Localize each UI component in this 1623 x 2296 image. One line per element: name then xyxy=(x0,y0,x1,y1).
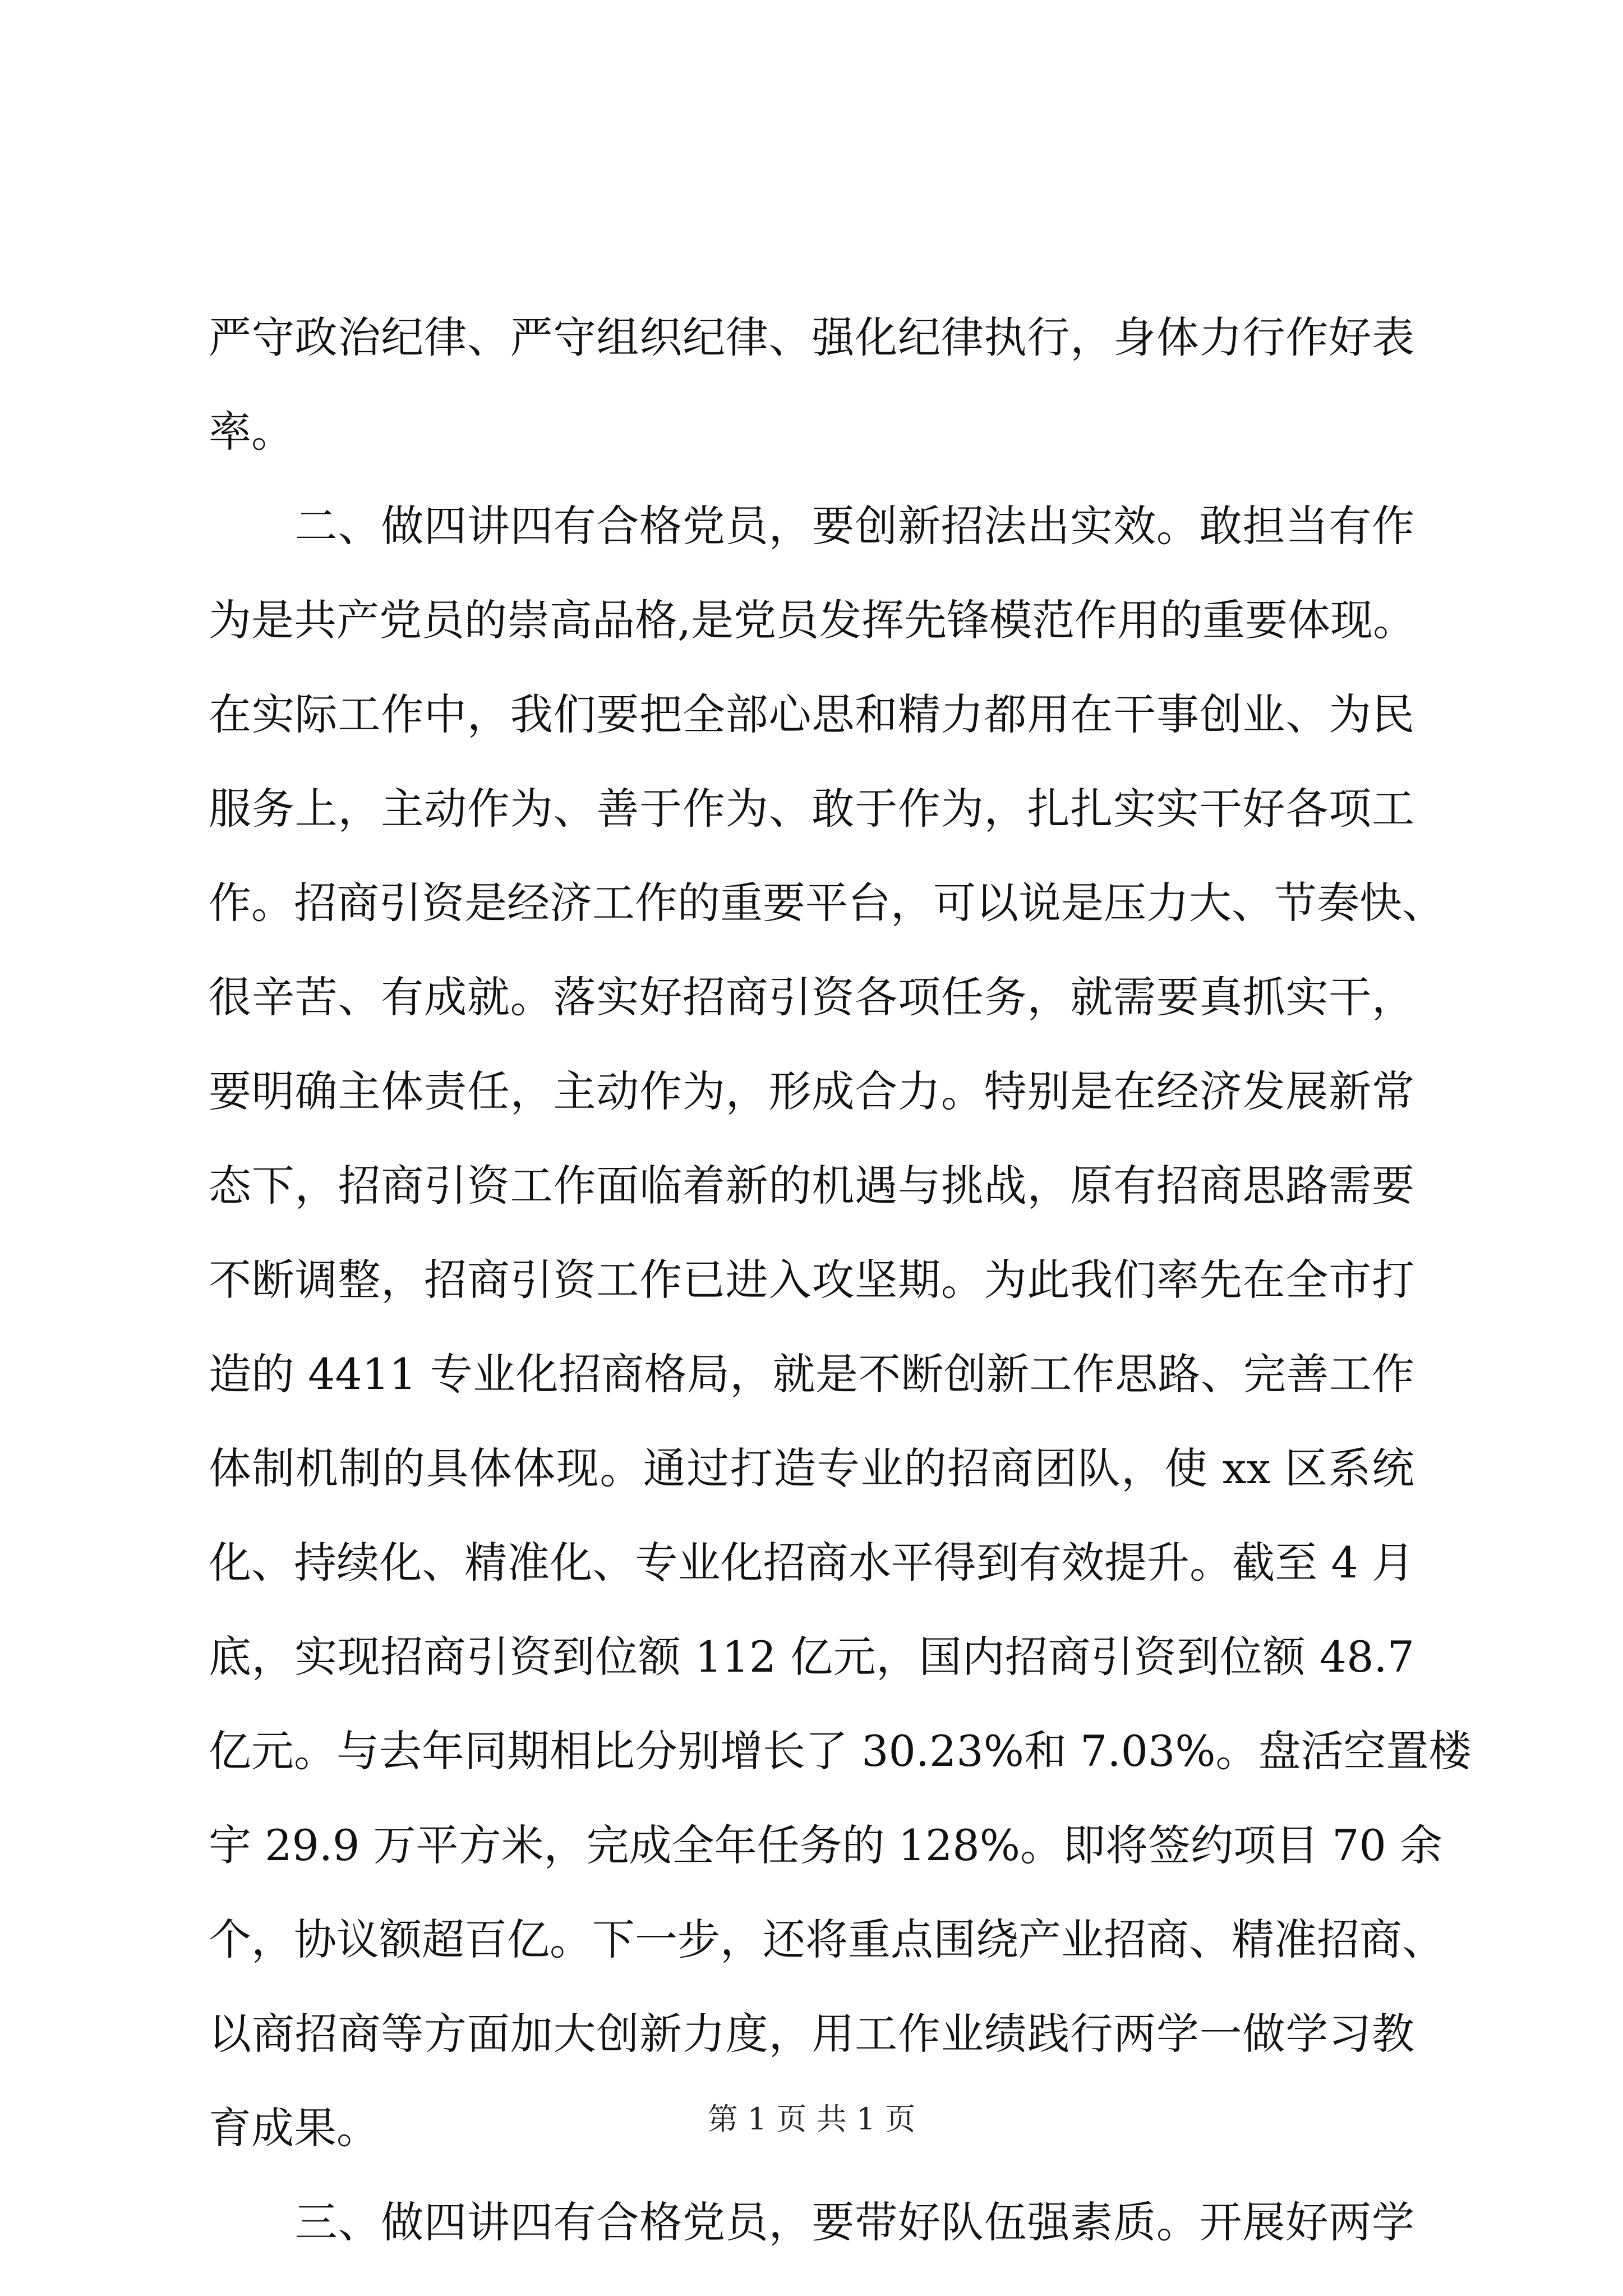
text-line: 要明确主体责任，主动作为，形成合力。特别是在经济发展新常 xyxy=(209,1066,1414,1116)
text-line: 很辛苦、有成就。落实好招商引资各项任务，就需要真抓实干， xyxy=(209,972,1414,1022)
text-line: 服务上，主动作为、善于作为、敢于作为，扎扎实实干好各项工 xyxy=(209,784,1414,834)
text-line: 不断调整，招商引资工作已进入攻坚期。为此我们率先在全市打 xyxy=(209,1255,1414,1305)
text-line: 化、持续化、精准化、专业化招商水平得到有效提升。截至 4 月 xyxy=(209,1538,1414,1588)
text-line: 底，实现招商引资到位额 112 亿元，国内招商引资到位额 48.7 xyxy=(209,1632,1414,1682)
text-line: 在实际工作中，我们要把全部心思和精力都用在干事创业、为民 xyxy=(209,689,1414,739)
text-line: 三、做四讲四有合格党员，要带好队伍强素质。开展好两学 xyxy=(209,2197,1414,2247)
page-footer: 第 1 页 共 1 页 xyxy=(707,2101,916,2137)
text-line: 率。 xyxy=(209,407,294,457)
text-line: 严守政治纪律、严守组织纪律、强化纪律执行，身体力行作好表 xyxy=(209,312,1414,362)
text-line: 以商招商等方面加大创新力度，用工作业绩践行两学一做学习教 xyxy=(209,2009,1414,2059)
text-line: 体制机制的具体体现。通过打造专业的招商团队，使 xx 区系统 xyxy=(209,1443,1414,1493)
text-line: 造的 4411 专业化招商格局，就是不断创新工作思路、完善工作 xyxy=(209,1349,1414,1399)
text-line: 态下，招商引资工作面临着新的机遇与挑战，原有招商思路需要 xyxy=(209,1161,1414,1211)
text-line: 作。招商引资是经济工作的重要平台，可以说是压力大、节奏快、 xyxy=(209,878,1445,928)
body-text xyxy=(209,291,1472,2270)
text-line: 为是共产党员的崇高品格,是党员发挥先锋模范作用的重要体现。 xyxy=(209,595,1416,645)
text-line: 宇 29.9 万平方米，完成全年任务的 128%。即将签约项目 70 余 xyxy=(209,1820,1442,1870)
text-line: 二、做四讲四有合格党员，要创新招法出实效。敢担当有作 xyxy=(209,501,1414,551)
text-line: 亿元。与去年同期相比分别增长了 30.23%和 7.03%。盘活空置楼 xyxy=(209,1726,1472,1776)
text-line: 个，协议额超百亿。下一步，还将重点围绕产业招商、精准招商、 xyxy=(209,1915,1445,1964)
text-line: 育成果。 xyxy=(209,2103,379,2153)
